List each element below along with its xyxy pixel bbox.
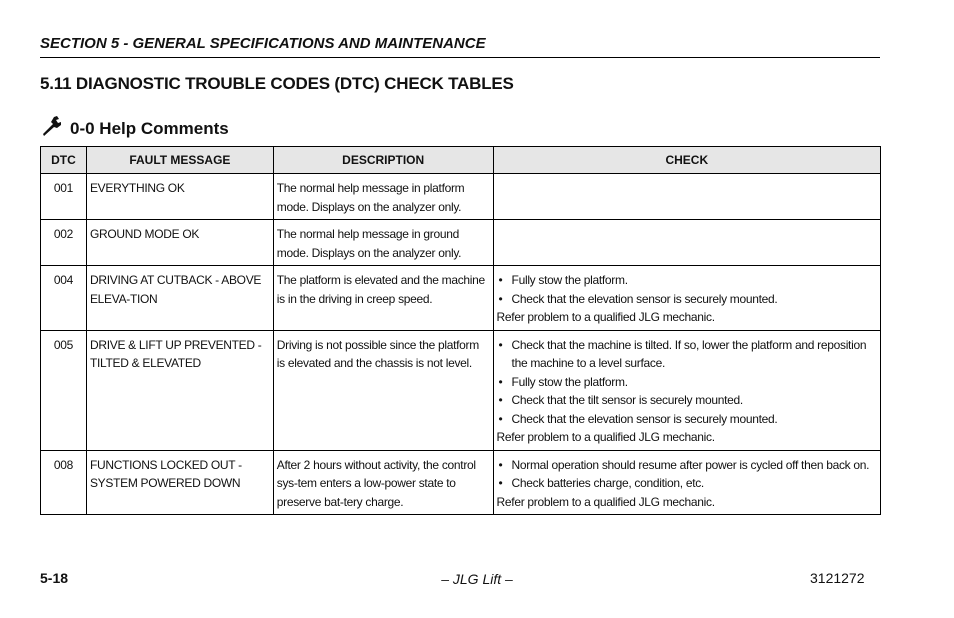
column-header-fault-message: FAULT MESSAGE [86, 147, 273, 174]
refer-note: Refer problem to a qualified JLG mechanic. [496, 310, 715, 324]
document-number: 3121272 [810, 570, 865, 586]
fault-description: After 2 hours without activity, the control sys-tem enters a low-power state to preserve bat-tery charge. [273, 450, 493, 515]
fault-description: The platform is elevated and the machine is in the driving in creep speed. [273, 266, 493, 331]
fault-message: EVERYTHING OK [86, 174, 273, 220]
footer-brand: – JLG Lift – [441, 571, 513, 587]
table-header-row [41, 147, 881, 174]
sub-title [40, 114, 229, 143]
check-cell [493, 330, 880, 450]
section-title: 5.11 DIAGNOSTIC TROUBLE CODES (DTC) CHECK TABLES [40, 74, 514, 93]
fault-message: GROUND MODE OK [86, 220, 273, 266]
check-cell [493, 450, 880, 515]
check-item: • Check that the tilt sensor is securely mounted. [497, 391, 877, 410]
check-item: • Check that the machine is tilted. If so, lower the platform and reposition the machine to a level surface. [497, 336, 877, 373]
table-row [41, 450, 881, 515]
fault-message: DRIVE & LIFT UP PREVENTED - TILTED & ELEVATED [86, 330, 273, 450]
wrench-icon [40, 114, 64, 143]
section-header: SECTION 5 - GENERAL SPECIFICATIONS AND MAINTENANCE [40, 35, 880, 58]
check-item: • Fully stow the platform. [497, 271, 877, 290]
fault-message: FUNCTIONS LOCKED OUT - SYSTEM POWERED DOWN [86, 450, 273, 515]
dtc-code: 005 [41, 330, 87, 450]
check-item: • Check that the elevation sensor is securely mounted. [497, 410, 877, 429]
table-row [41, 330, 881, 450]
column-header-dtc: DTC [41, 147, 87, 174]
check-item: • Fully stow the platform. [497, 373, 877, 392]
dtc-code: 002 [41, 220, 87, 266]
check-item: • Check that the elevation sensor is securely mounted. [497, 290, 877, 309]
fault-description: Driving is not possible since the platform is elevated and the chassis is not level. [273, 330, 493, 450]
table-row [41, 220, 881, 266]
fault-description: The normal help message in ground mode. Displays on the analyzer only. [273, 220, 493, 266]
table-row [41, 174, 881, 220]
dtc-table [40, 146, 881, 515]
fault-message: DRIVING AT CUTBACK - ABOVE ELEVA-TION [86, 266, 273, 331]
check-item: • Normal operation should resume after power is cycled off then back on. [497, 456, 877, 475]
dtc-code: 008 [41, 450, 87, 515]
column-header-description: DESCRIPTION [273, 147, 493, 174]
refer-note: Refer problem to a qualified JLG mechanic. [496, 430, 715, 444]
page-number: 5-18 [40, 570, 69, 586]
dtc-code: 001 [41, 174, 87, 220]
table-row [41, 266, 881, 331]
check-cell [493, 174, 880, 220]
column-header-check: CHECK [493, 147, 880, 174]
fault-description: The normal help message in platform mode. Displays on the analyzer only. [273, 174, 493, 220]
refer-note: Refer problem to a qualified JLG mechanic. [496, 494, 715, 509]
check-item: • Check batteries charge, condition, etc. [497, 474, 877, 493]
dtc-code: 004 [41, 266, 87, 331]
check-cell [493, 220, 880, 266]
check-cell [493, 266, 880, 331]
sub-title-text: 0-0 Help Comments [70, 118, 229, 138]
